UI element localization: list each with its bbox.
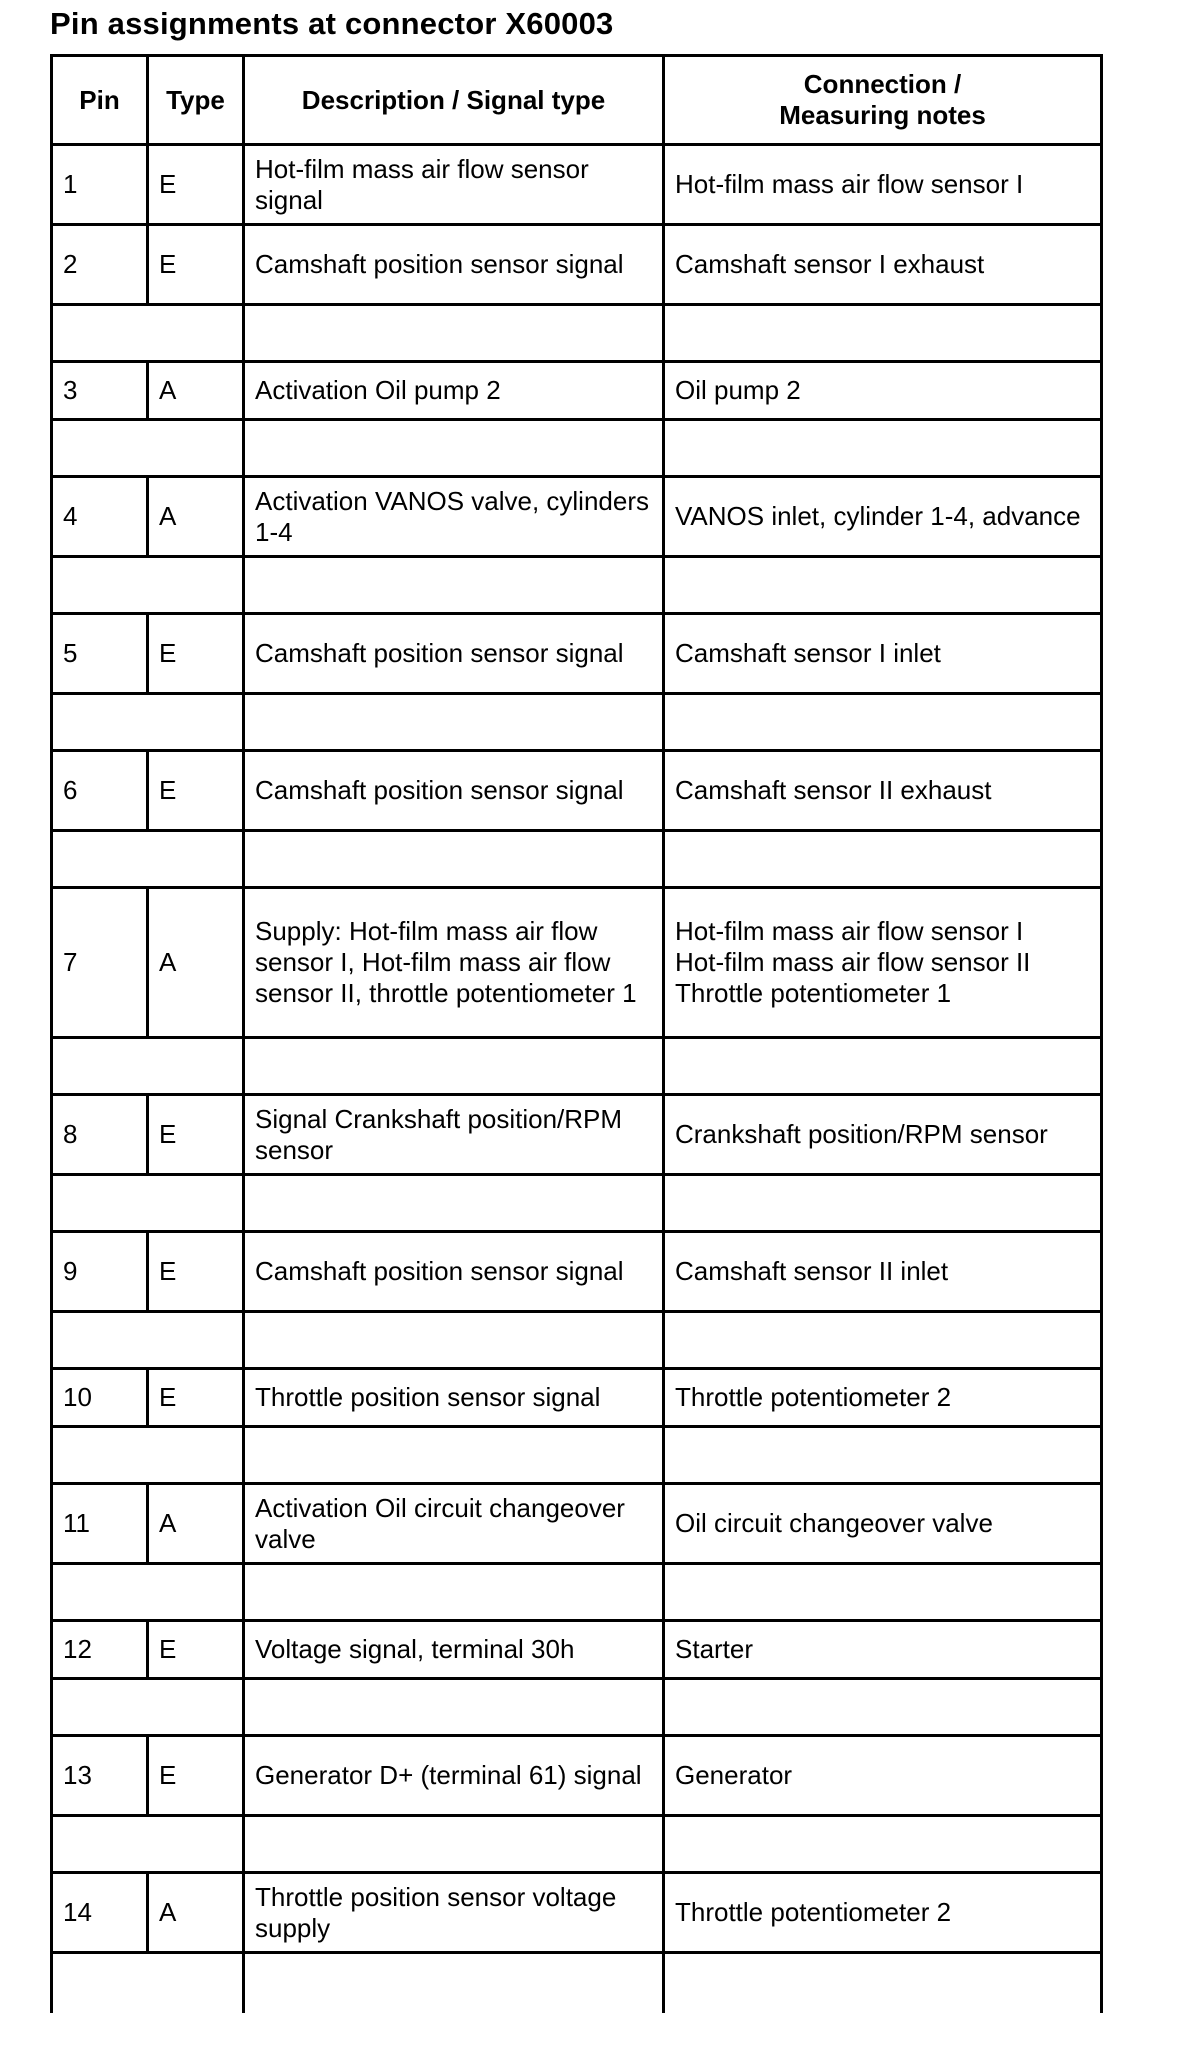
spacer-row [52, 1816, 1102, 1873]
connection-cell: Hot-film mass air flow sensor I [664, 145, 1102, 225]
description-cell: Activation Oil circuit changeover valve [244, 1484, 664, 1564]
table-row [52, 145, 1102, 225]
spacer-cell [664, 1953, 1102, 2013]
spacer-cell [52, 1816, 244, 1873]
type-cell: A [148, 477, 244, 557]
pin-cell: 14 [52, 1873, 148, 1953]
pin-cell: 7 [52, 888, 148, 1038]
pin-cell: 6 [52, 751, 148, 831]
connection-cell: Throttle potentiometer 2 [664, 1369, 1102, 1427]
spacer-cell [52, 1427, 244, 1484]
spacer-cell [664, 1816, 1102, 1873]
spacer-cell [664, 1564, 1102, 1621]
spacer-cell [244, 1679, 664, 1736]
spacer-cell [52, 1038, 244, 1095]
spacer-row [52, 1175, 1102, 1232]
description-cell: Throttle position sensor signal [244, 1369, 664, 1427]
pin-cell: 8 [52, 1095, 148, 1175]
spacer-cell [664, 557, 1102, 614]
connection-cell: Throttle potentiometer 2 [664, 1873, 1102, 1953]
description-cell: Camshaft position sensor signal [244, 751, 664, 831]
spacer-cell [664, 1312, 1102, 1369]
description-cell: Camshaft position sensor signal [244, 614, 664, 694]
description-cell: Signal Crankshaft position/RPM sensor [244, 1095, 664, 1175]
spacer-cell [52, 1175, 244, 1232]
pin-cell: 4 [52, 477, 148, 557]
connection-cell: Camshaft sensor II inlet [664, 1232, 1102, 1312]
connection-cell: VANOS inlet, cylinder 1-4, advance [664, 477, 1102, 557]
spacer-cell [52, 305, 244, 362]
spacer-cell [664, 694, 1102, 751]
description-cell: Supply: Hot-film mass air flow sensor I, Hot-film mass air flow sensor II, throttle potentiometer 1 [244, 888, 664, 1038]
spacer-cell [244, 1427, 664, 1484]
pin-cell: 3 [52, 362, 148, 420]
spacer-cell [244, 1175, 664, 1232]
spacer-row [52, 1312, 1102, 1369]
spacer-cell [664, 1175, 1102, 1232]
type-cell: E [148, 1621, 244, 1679]
spacer-cell [244, 1038, 664, 1095]
spacer-cell [52, 420, 244, 477]
spacer-row [52, 305, 1102, 362]
spacer-cell [664, 420, 1102, 477]
spacer-cell [244, 1312, 664, 1369]
type-cell: E [148, 751, 244, 831]
table-row [52, 477, 1102, 557]
connection-cell: Camshaft sensor I exhaust [664, 225, 1102, 305]
type-cell: E [148, 1369, 244, 1427]
connection-cell: Starter [664, 1621, 1102, 1679]
type-cell: E [148, 225, 244, 305]
spacer-row [52, 557, 1102, 614]
description-cell: Voltage signal, terminal 30h [244, 1621, 664, 1679]
description-cell: Activation Oil pump 2 [244, 362, 664, 420]
spacer-cell [52, 1953, 244, 2013]
spacer-cell [244, 305, 664, 362]
spacer-cell [244, 1816, 664, 1873]
spacer-row [52, 1038, 1102, 1095]
spacer-cell [52, 557, 244, 614]
pin-cell: 2 [52, 225, 148, 305]
type-cell: A [148, 1873, 244, 1953]
spacer-row [52, 1953, 1102, 2013]
connection-cell: Generator [664, 1736, 1102, 1816]
spacer-cell [664, 1038, 1102, 1095]
description-cell: Camshaft position sensor signal [244, 1232, 664, 1312]
table-row [52, 614, 1102, 694]
connection-cell: Crankshaft position/RPM sensor [664, 1095, 1102, 1175]
table-header-row [52, 56, 1102, 145]
pin-cell: 11 [52, 1484, 148, 1564]
type-cell: A [148, 1484, 244, 1564]
table-row [52, 362, 1102, 420]
spacer-cell [244, 831, 664, 888]
table-row [52, 1095, 1102, 1175]
spacer-row [52, 1564, 1102, 1621]
type-cell: E [148, 1095, 244, 1175]
page-title: Pin assignments at connector X60003 [50, 6, 614, 41]
type-cell: A [148, 888, 244, 1038]
spacer-row [52, 694, 1102, 751]
spacer-row [52, 831, 1102, 888]
type-cell: E [148, 145, 244, 225]
spacer-cell [244, 420, 664, 477]
table-row [52, 888, 1102, 1038]
description-cell: Activation VANOS valve, cylinders 1-4 [244, 477, 664, 557]
connection-cell: Camshaft sensor II exhaust [664, 751, 1102, 831]
table-row [52, 1232, 1102, 1312]
table-row [52, 1873, 1102, 1953]
description-cell: Throttle position sensor voltage supply [244, 1873, 664, 1953]
pin-cell: 12 [52, 1621, 148, 1679]
table-row [52, 1736, 1102, 1816]
description-cell: Generator D+ (terminal 61) signal [244, 1736, 664, 1816]
pin-assignment-table [50, 54, 1103, 2013]
description-cell: Camshaft position sensor signal [244, 225, 664, 305]
spacer-cell [244, 694, 664, 751]
table-row [52, 1369, 1102, 1427]
pin-cell: 1 [52, 145, 148, 225]
spacer-cell [244, 1564, 664, 1621]
pin-cell: 10 [52, 1369, 148, 1427]
spacer-cell [664, 831, 1102, 888]
type-cell: E [148, 614, 244, 694]
spacer-cell [244, 1953, 664, 2013]
table-row [52, 225, 1102, 305]
connection-cell: Hot-film mass air flow sensor I Hot-film mass air flow sensor II Throttle potentiometer 1 [664, 888, 1102, 1038]
header-connection: Connection / Measuring notes [664, 56, 1102, 145]
connection-cell: Oil pump 2 [664, 362, 1102, 420]
pin-cell: 13 [52, 1736, 148, 1816]
pin-cell: 5 [52, 614, 148, 694]
table-row [52, 1484, 1102, 1564]
spacer-cell [52, 1564, 244, 1621]
header-pin: Pin [52, 56, 148, 145]
spacer-row [52, 1679, 1102, 1736]
spacer-cell [664, 1427, 1102, 1484]
spacer-cell [664, 1679, 1102, 1736]
type-cell: A [148, 362, 244, 420]
spacer-cell [52, 1679, 244, 1736]
type-cell: E [148, 1736, 244, 1816]
type-cell: E [148, 1232, 244, 1312]
header-description: Description / Signal type [244, 56, 664, 145]
spacer-cell [664, 305, 1102, 362]
spacer-cell [52, 694, 244, 751]
connection-cell: Camshaft sensor I inlet [664, 614, 1102, 694]
pin-cell: 9 [52, 1232, 148, 1312]
spacer-row [52, 420, 1102, 477]
spacer-cell [52, 1312, 244, 1369]
spacer-cell [244, 557, 664, 614]
table-row [52, 1621, 1102, 1679]
description-cell: Hot-film mass air flow sensor signal [244, 145, 664, 225]
header-type: Type [148, 56, 244, 145]
connection-cell: Oil circuit changeover valve [664, 1484, 1102, 1564]
spacer-cell [52, 831, 244, 888]
spacer-row [52, 1427, 1102, 1484]
table-row [52, 751, 1102, 831]
